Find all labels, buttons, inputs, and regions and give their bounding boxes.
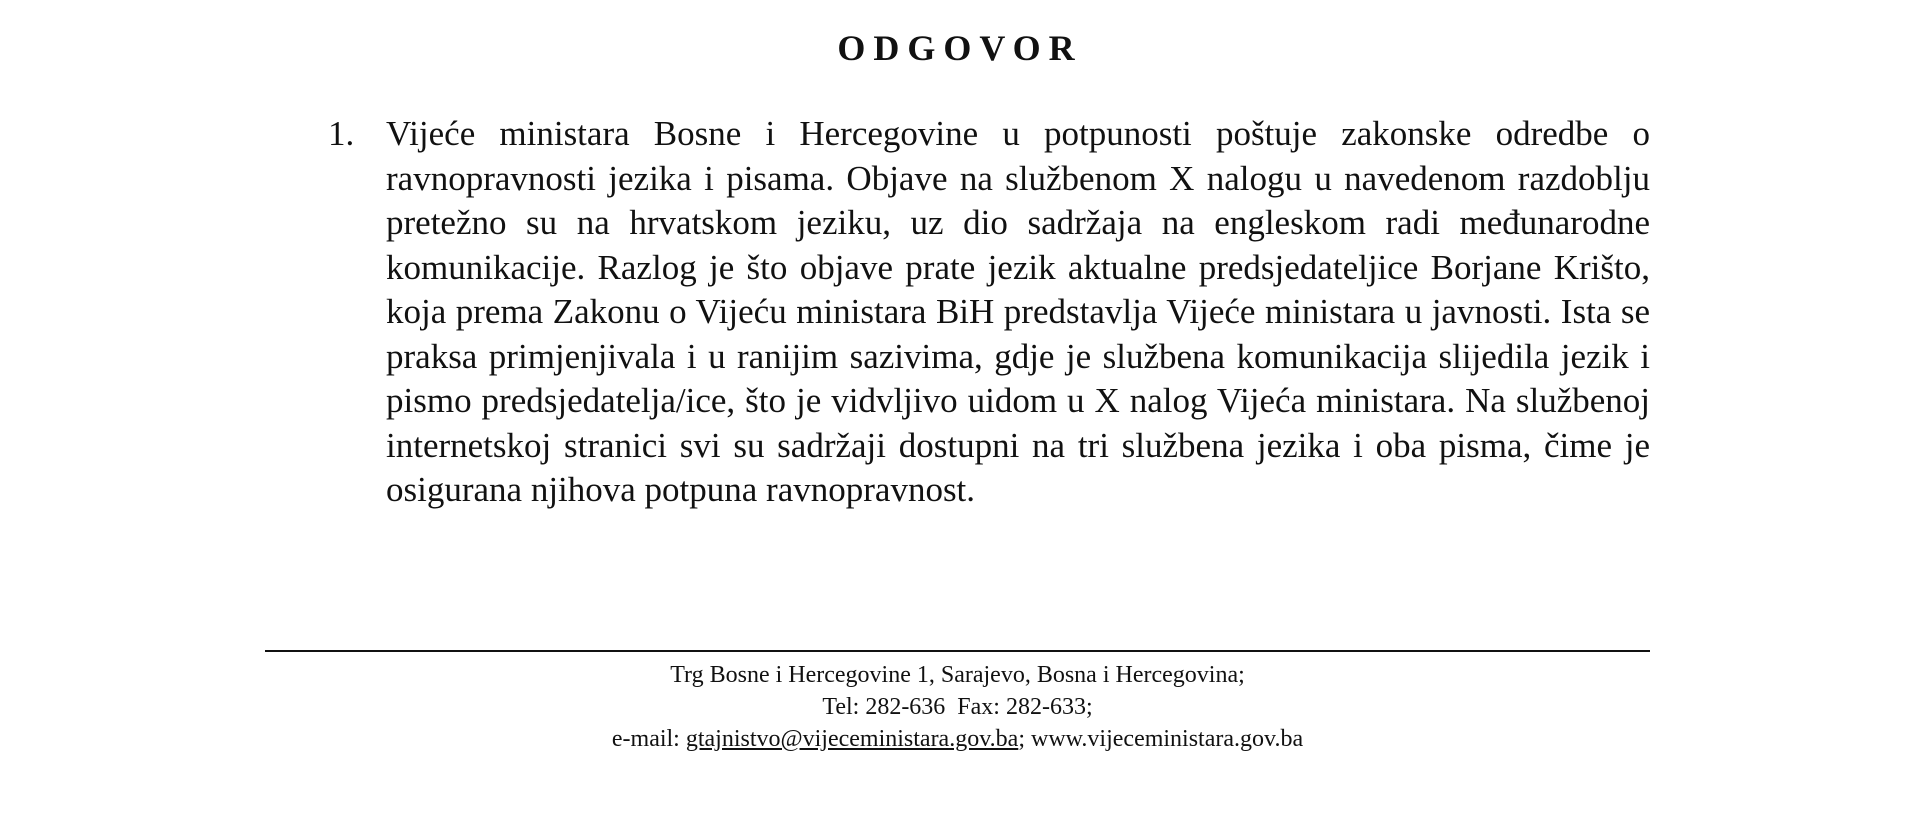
- footer: [265, 659, 1650, 755]
- contact-separator: ;: [1018, 726, 1031, 752]
- footer-divider: [265, 650, 1650, 652]
- footer-phone-fax: Tel: 282-636 Fax: 282-633;: [822, 694, 1093, 720]
- item-number: 1.: [328, 114, 355, 153]
- website-text: www.vijeceministara.gov.ba: [1030, 726, 1304, 752]
- footer-address: Trg Bosne i Hercegovine 1, Sarajevo, Bosna i Hercegovina;: [670, 662, 1245, 688]
- email-link[interactable]: gtajnistvo@vijeceministara.gov.ba: [685, 726, 1019, 752]
- email-label: e-mail:: [611, 726, 686, 752]
- item-text: Vijeće ministara Bosne i Hercegovine u potpunosti poštuje zakonske odredbe o ravnopravnosti jezika i pisama. Objave na službenom X nalogu u navedenom razdoblju pretežno su na hrvatskom jeziku, uz dio sadržaja na engleskom radi međunarodne komunikacije. Razlog je što objave prate jezik aktualne predsjedateljice Borjane Krišto, koja prema Zakonu o Vijeću ministara BiH predstavlja Vijeće ministara u javnosti. Ista se praksa primjenjivala i u ranijim sazivima, gdje je službena komunikacija slijedila jezik i pismo predsjedatelja/ice, što je vidvljivo uidom u X nalog Vijeća ministara. Na službenoj internetskoj stranici svi su sadržaji dostupni na tri službena jezika i oba pisma, čime je osigurana njihova potpuna ravnopravnost.: [386, 114, 1650, 509]
- document-title: ODGOVOR: [837, 28, 1083, 68]
- footer-contact-line: [265, 723, 1650, 755]
